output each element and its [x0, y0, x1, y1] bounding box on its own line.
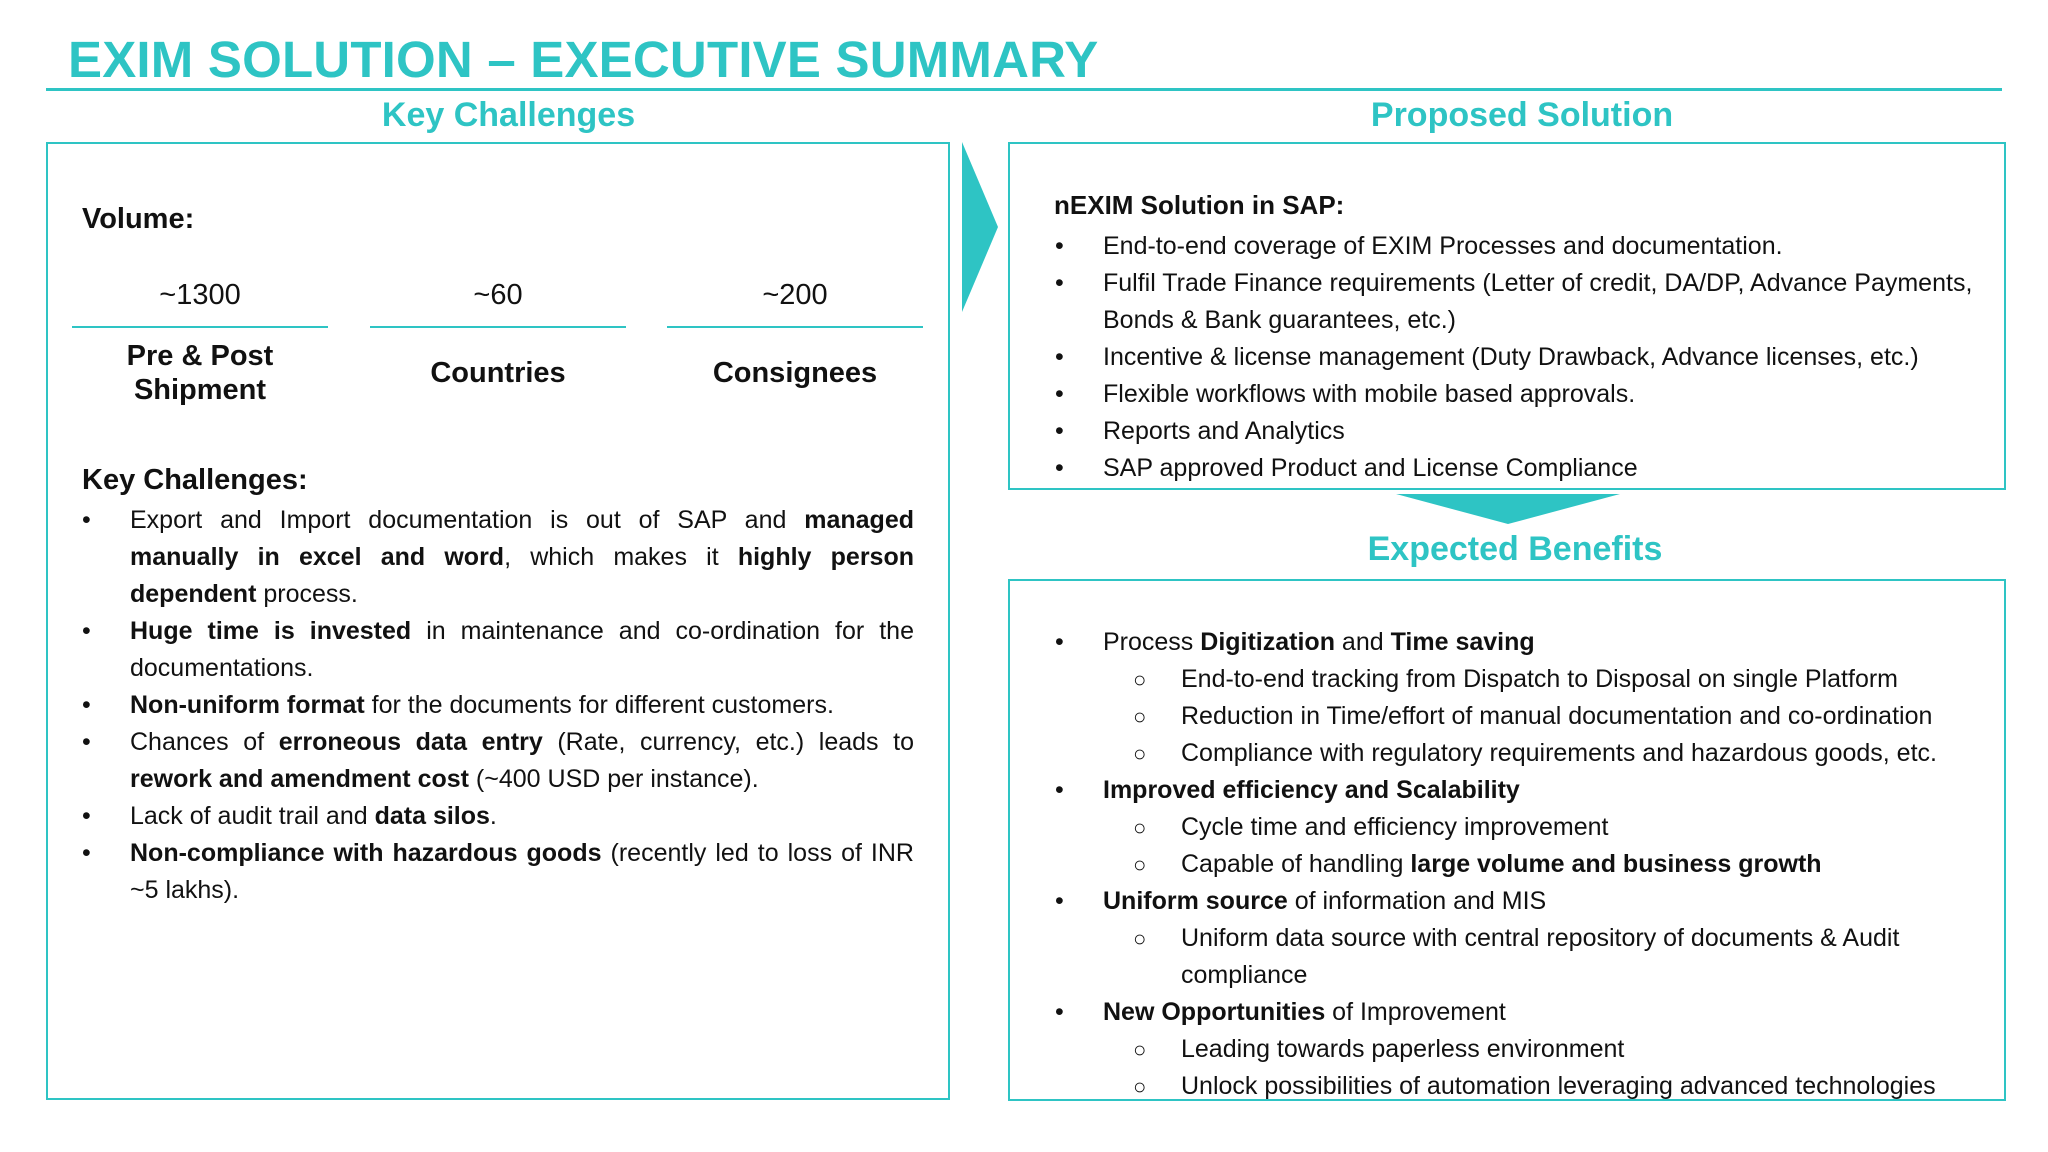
stat-divider — [370, 326, 626, 328]
benefit-item: • Improved efficiency and Scalability ○ Cycle time and efficiency improvement ○ Capable of handling large volume and business growth — [1103, 772, 1983, 883]
challenge-item: • Lack of audit trail and data silos. — [130, 798, 914, 835]
benefit-sublist — [1103, 809, 1983, 883]
solution-list — [1103, 228, 1983, 487]
stat-label: Countries — [430, 357, 566, 389]
benefit-item: • New Opportunities of Improvement ○ Leading towards paperless environment ○ Unlock possibilities of automation leveraging advanced technologies — [1103, 994, 1983, 1105]
benefit-item: • Process Digitization and Time saving ○ End-to-end tracking from Dispatch to Disposal on single Platform ○ Reduction in Time/effort of manual documentation and co-ordination ○ Compliance with regulatory requirements and hazardous goods, etc. — [1103, 624, 1983, 772]
benefit-sublist — [1103, 920, 1983, 994]
challenge-item: • Export and Import documentation is out of SAP and managed manually in excel and word, which makes it highly person dependent process. — [130, 502, 914, 613]
arrow-right-icon — [962, 142, 998, 312]
solution-item: • Flexible workflows with mobile based approvals. — [1103, 376, 1983, 413]
benefit-subitem: ○ Compliance with regulatory requirements and hazardous goods, etc. — [1181, 735, 1983, 772]
challenge-item: • Huge time is invested in maintenance and co-ordination for the documentations. — [130, 613, 914, 687]
stat-divider — [72, 326, 328, 328]
stat-label: Consignees — [712, 357, 878, 389]
solution-item: • SAP approved Product and License Compliance — [1103, 450, 1983, 487]
title-underline — [46, 88, 2002, 91]
benefit-subitem: ○ Capable of handling large volume and business growth — [1181, 846, 1983, 883]
stat-shipments — [72, 274, 328, 408]
solution-item: • Fulfil Trade Finance requirements (Letter of credit, DA/DP, Advance Payments, Bonds & Bank guarantees, etc.) — [1103, 265, 1983, 339]
challenge-item: • Non-uniform format for the documents for different customers. — [130, 687, 914, 724]
challenges-heading: Key Challenges — [316, 96, 701, 135]
arrow-down-icon — [1396, 494, 1620, 524]
challenge-item: • Non-compliance with hazardous goods (recently led to loss of INR ~5 lakhs). — [130, 835, 914, 909]
benefit-item: • Uniform source of information and MIS ○ Uniform data source with central repository of documents & Audit compliance — [1103, 883, 1983, 994]
key-challenges-label: Key Challenges: — [82, 464, 308, 496]
page-title: EXIM SOLUTION – EXECUTIVE SUMMARY — [68, 31, 1099, 88]
benefit-subitem: ○ End-to-end tracking from Dispatch to Disposal on single Platform — [1181, 661, 1983, 698]
solution-item: • Incentive & license management (Duty Drawback, Advance licenses, etc.) — [1103, 339, 1983, 376]
benefits-heading: Expected Benefits — [1292, 530, 1738, 569]
benefits-list — [1103, 624, 1983, 1105]
stat-value: ~1300 — [159, 279, 241, 311]
benefit-subitem: ○ Leading towards paperless environment — [1181, 1031, 1983, 1068]
volume-label: Volume: — [82, 203, 195, 235]
challenge-item: • Chances of erroneous data entry (Rate, currency, etc.) leads to rework and amendment cost (~400 USD per instance). — [130, 724, 914, 798]
benefit-subitem: ○ Uniform data source with central repository of documents & Audit compliance — [1181, 920, 1983, 994]
solution-item: • Reports and Analytics — [1103, 413, 1983, 450]
benefit-sublist — [1103, 661, 1983, 772]
stat-label: Pre & Post Shipment — [126, 340, 274, 406]
solution-heading: Proposed Solution — [1292, 96, 1752, 135]
stat-consignees — [667, 274, 923, 408]
solution-item: • End-to-end coverage of EXIM Processes and documentation. — [1103, 228, 1983, 265]
stat-value: ~60 — [473, 279, 523, 311]
solution-title: nEXIM Solution in SAP: — [1054, 190, 1345, 220]
benefit-sublist — [1103, 1031, 1983, 1105]
stat-divider — [667, 326, 923, 328]
benefit-subitem: ○ Cycle time and efficiency improvement — [1181, 809, 1983, 846]
stat-countries — [370, 274, 626, 408]
benefit-subitem: ○ Unlock possibilities of automation leveraging advanced technologies — [1181, 1068, 1983, 1105]
challenges-list — [130, 502, 914, 909]
stat-value: ~200 — [762, 279, 828, 311]
benefit-subitem: ○ Reduction in Time/effort of manual documentation and co-ordination — [1181, 698, 1983, 735]
